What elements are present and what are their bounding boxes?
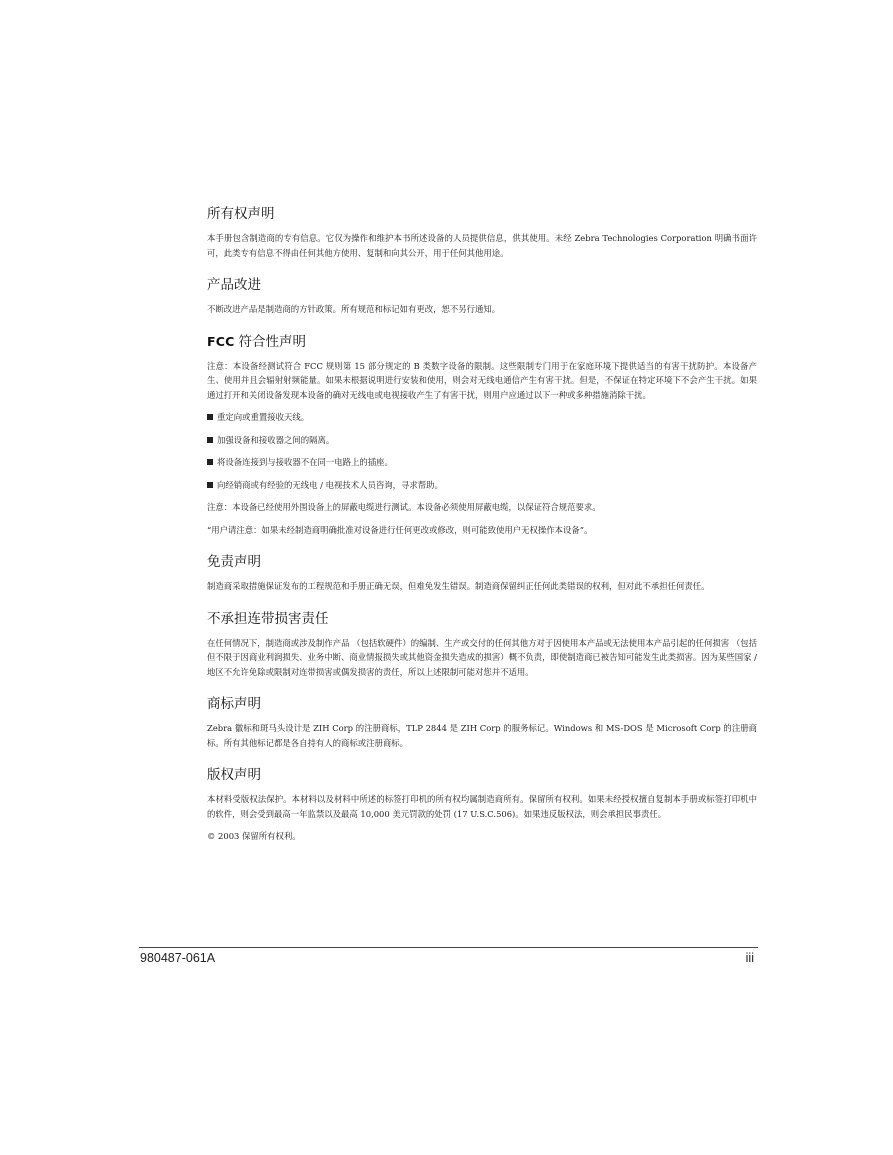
trademarks-text: Zebra 徽标和斑马头设计是 ZIH Corp 的注册商标，TLP 2844 是 ZIH Corp 的服务标记。Windows 和 MS-DOS 是 Microsoft Corp 的注册商标。所有其他标记都是各自持有人的商标或注册商标。 — [207, 723, 757, 748]
trademarks-heading: 商标声明 — [207, 696, 261, 712]
fcc-bullet: 将设备连接到与接收器不在同一电路上的插座。 — [207, 455, 757, 470]
fcc-bullet: 重定向或重置接收天线。 — [207, 410, 757, 425]
fcc-text: 注意：本设备经测试符合 FCC 规则第 15 部分规定的 B 类数字设备的限制。这些限制专门用于在家庭环境下提供适当的有害干扰防护。本设备产生、使用并且会辐射射频能量。如果未根据说明进行安装和使用，则会对无线电通信产生有害干扰。但是，不保证在特定环境下不会产生干扰。如果通过打开和关闭设备发现本设备的确对无线电或电视接收产生了有害干扰，则用户应通过以下一种或多种措施消除干扰。 — [207, 360, 757, 400]
bullet-square-icon — [207, 414, 213, 420]
liability-text: 在任何情况下，制造商或涉及制作产品 （包括软硬件）的编制、生产或交付的任何其他方对于因使用本产品或无法使用本产品引起的任何损害 （包括但不限于因商业利润损失、业务中断、商业情报损失或其他资金损失造成的损害）概不负责，即使制造商已被告知可能发生此类损害。因为某些国家 / 地区不允许免除或限制对连带损害或偶发损害的责任，所以上述限制可能对您并不适用。 — [207, 637, 757, 677]
liability-heading: 不承担连带损害责任 — [207, 610, 329, 627]
document-number: 980487-061A — [140, 951, 216, 965]
fcc-bullet: 加强设备和接收器之间的隔离。 — [207, 433, 757, 448]
proprietary-heading: 所有权声明 — [207, 206, 275, 222]
improvements-heading: 产品改进 — [207, 277, 261, 293]
copyright-notice: © 2003 保留所有权利。 — [207, 831, 301, 841]
disclaimer-heading: 免责声明 — [207, 554, 261, 570]
disclaimer-text: 制造商采取措施保证发布的工程规范和手册正确无误，但难免发生错误。制造商保留纠正任何此类错误的权利，但对此不承担任何责任。 — [207, 581, 710, 591]
fcc-bullet: 向经销商或有经验的无线电 / 电视技术人员咨询，寻求帮助。 — [207, 478, 757, 493]
bullet-square-icon — [207, 482, 213, 488]
improvements-text: 不断改进产品是制造商的方针政策。所有规范和标记如有更改，恕不另行通知。 — [207, 304, 501, 314]
bullet-square-icon — [207, 459, 213, 465]
fcc-shielded-cable-note: 注意：本设备已经使用外围设备上的屏蔽电缆进行测试。本设备必须使用屏蔽电缆，以保证符合规范要求。 — [207, 502, 601, 512]
document-content — [207, 204, 757, 852]
page-number: iii — [745, 951, 754, 965]
bullet-square-icon — [207, 437, 213, 443]
fcc-logo-text: FCC — [207, 333, 235, 349]
fcc-user-note: “用户请注意：如果未经制造商明确批准对设备进行任何更改或修改，则可能致使用户无权操作本设备”。 — [207, 524, 593, 535]
copyright-text: 本材料受版权法保护。本材料以及材料中所述的标签打印机的所有权均属制造商所有。保留所有权利。如果未经授权擅自复制本手册或标签打印机中的软件，则会受到最高一年监禁以及最高 10,000 美元罚款的处罚 (17 U.S.C.506)。如果违反版权法，则会承担民事责任。 — [207, 794, 757, 819]
fcc-heading — [207, 332, 757, 352]
copyright-heading: 版权声明 — [207, 767, 261, 783]
footer-divider — [139, 947, 758, 948]
proprietary-text: 本手册包含制造商的专有信息。它仅为操作和维护本书所述设备的人员提供信息，供其使用。未经 Zebra Technologies Corporation 明确书面许可，此类专有信息不得由任何其他方使用、复制和向其公开，用于任何其他用途。 — [207, 233, 757, 258]
fcc-heading-text: 符合性声明 — [238, 333, 306, 350]
